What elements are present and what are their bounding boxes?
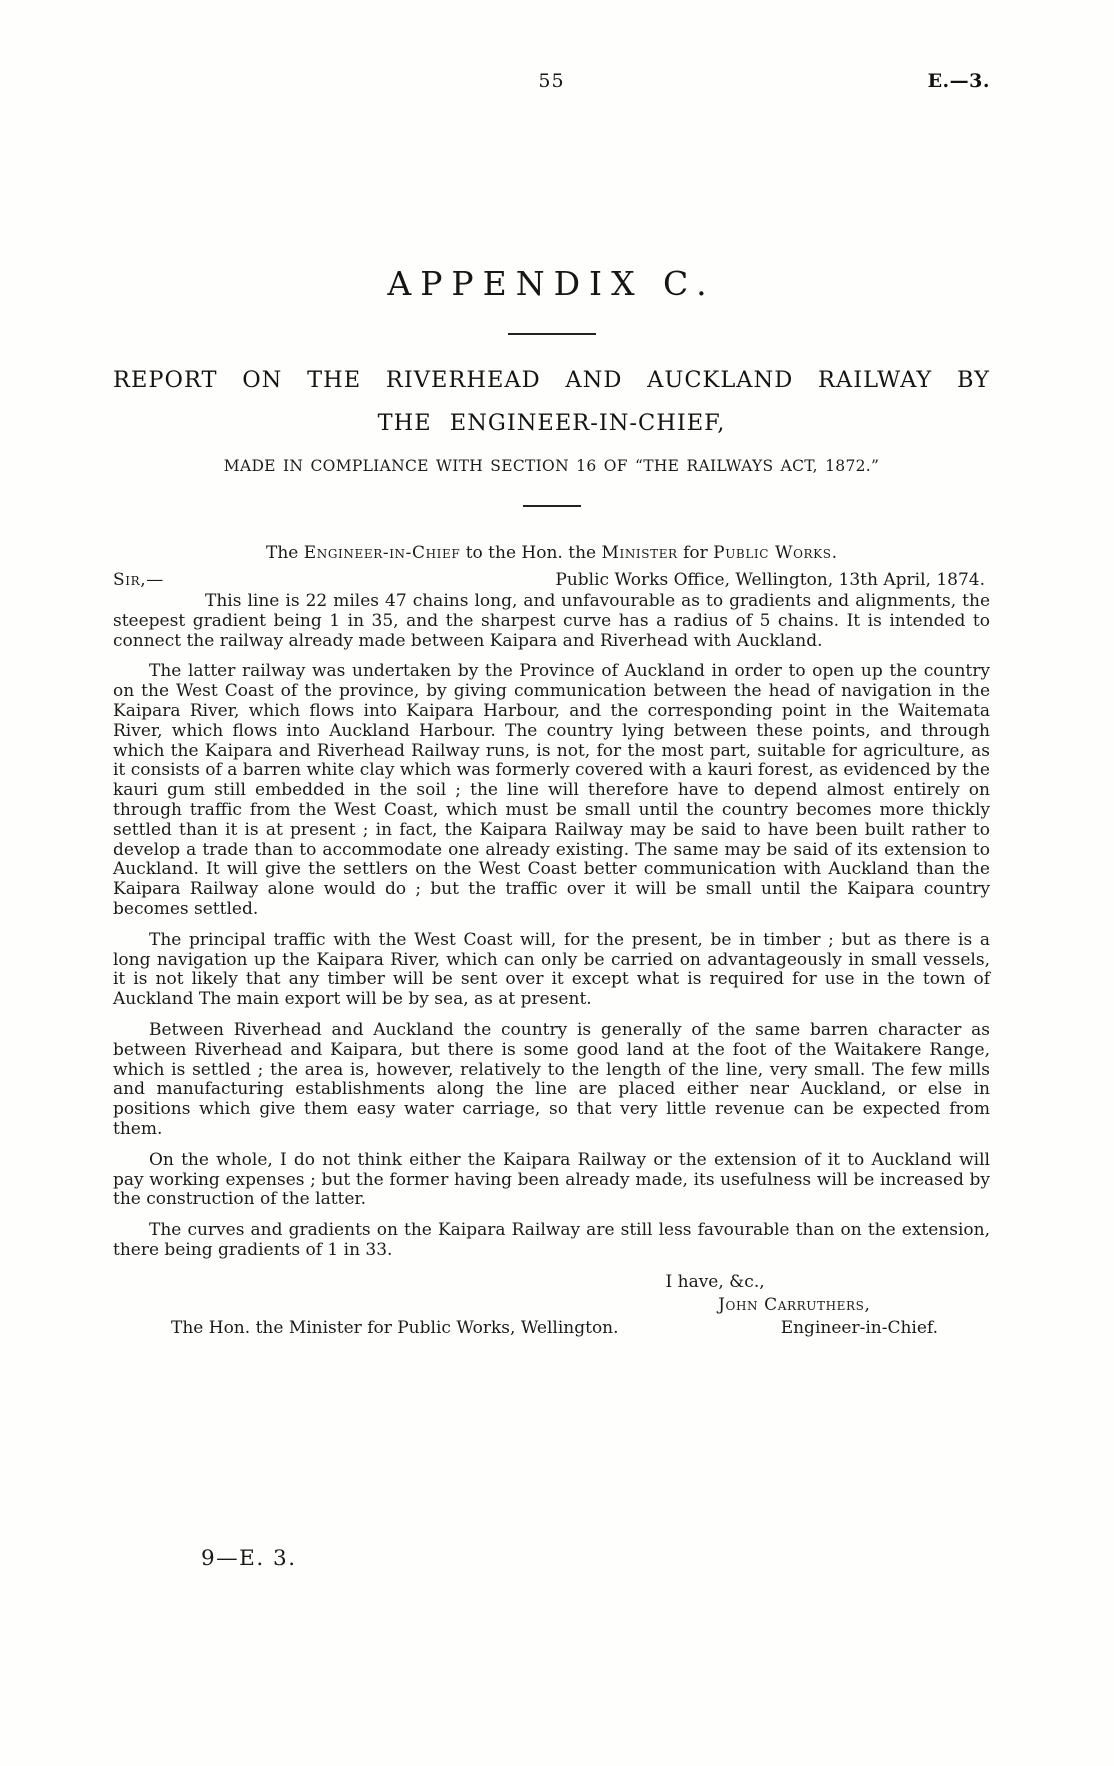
appendix-title: APPENDIX C. <box>387 264 716 303</box>
address-minister: Minister <box>601 543 678 563</box>
page-footer-signature: 9—E. 3. <box>201 1546 297 1571</box>
letter-paragraph: The curves and gradients on the Kaipara Railway are still less favourable than on the extension, there being gradients of 1 in 33. <box>113 1220 990 1260</box>
letter-paragraph: Between Riverhead and Auckland the country is generally of the same barren character as between Riverhead and Kaipara, but there is some good land at the foot of the Waitakere Range, which is settled ; the area is, however, relatively to the length of the line, very small. The few mills and manufacturing establishments along the line are placed either near Auckland, or else in positions which give them easy water carriage, so that very little revenue can be expected from them. <box>113 1019 990 1139</box>
address-pre: The <box>266 543 304 563</box>
divider-rule-mid <box>523 505 581 507</box>
address-line <box>113 543 990 563</box>
compliance-note: MADE IN COMPLIANCE WITH SECTION 16 OF “THE RAILWAYS ACT, 1872.” <box>223 457 880 475</box>
address-mid: to the Hon. the <box>460 543 602 563</box>
page-header <box>113 70 990 100</box>
report-title-line-2: THE ENGINEER-IN-CHIEF, <box>377 410 726 436</box>
letter-paragraph: On the whole, I do not think either the Kaipara Railway or the extension of it to Auckland will pay working expenses ; but the former having been already made, its usefulness will be increased by the construction of the latter. <box>113 1149 990 1210</box>
address-sender: Engineer-in-Chief <box>303 543 461 563</box>
dateline: Public Works Office, Wellington, 13th April, 1874. <box>555 570 985 590</box>
divider-rule-top <box>508 333 596 335</box>
signature-name: John Carruthers, <box>718 1294 871 1315</box>
valediction: I have, &c., <box>665 1271 765 1292</box>
address-department: Public Works <box>713 543 832 563</box>
paper-reference: E.—3. <box>927 70 990 92</box>
page-number: 55 <box>538 70 565 92</box>
salutation-row <box>113 570 990 590</box>
report-title-line-1: REPORT ON THE RIVERHEAD AND AUCKLAND RAILWAY BY <box>113 367 990 393</box>
closing-block <box>113 1272 990 1338</box>
salutation: Sir,— <box>113 570 164 590</box>
recipient-line: The Hon. the Minister for Public Works, Wellington. <box>171 1317 619 1338</box>
signature-title: Engineer-in-Chief. <box>780 1317 938 1338</box>
address-end: . <box>831 543 837 563</box>
letter-paragraph: This line is 22 miles 47 chains long, and unfavourable as to gradients and alignments, the steepest gradient being 1 in 35, and the sharpest curve has a radius of 5 chains. It is intended to connect the railway already made between Kaipara and Riverhead with Auckland. <box>113 591 990 651</box>
letter-paragraph: The latter railway was undertaken by the Province of Auckland in order to open up the country on the West Coast of the province, by giving communication between the head of navigation in the Kaipara River, which flows into Kaipara Harbour, and the corresponding point in the Waitemata River, which flows into Auckland Harbour. The country lying between these points, and through which the Kaipara and Riverhead Railway runs, is not, for the most part, suitable for agriculture, as it consists of a barren white clay which was formerly covered with a kauri forest, as evidenced by the kauri gum still embedded in the soil ; the line will therefore have to depend almost entirely on through traffic from the West Coast, which must be small until the country becomes more thickly settled than it is at present ; in fact, the Kaipara Railway may be said to have been built rather to develop a trade than to accommodate one already existing. The same may be said of its extension to Auckland. It will give the settlers on the West Coast better communication with Auckland than the Kaipara Railway alone would do ; but the traffic over it will be small until the Kaipara country becomes settled. <box>113 661 990 919</box>
report-title <box>113 367 990 436</box>
address-mid-2: for <box>677 543 714 563</box>
letter-paragraph: The principal traffic with the West Coast will, for the present, be in timber ; but as there is a long navigation up the Kaipara River, which can only be carried on advantageously in small vessels, it is not likely that any timber will be sent over it except what is required for use in the town of Auckland The main export will be by sea, as at present. <box>113 929 990 1010</box>
signature-row <box>113 1318 990 1338</box>
